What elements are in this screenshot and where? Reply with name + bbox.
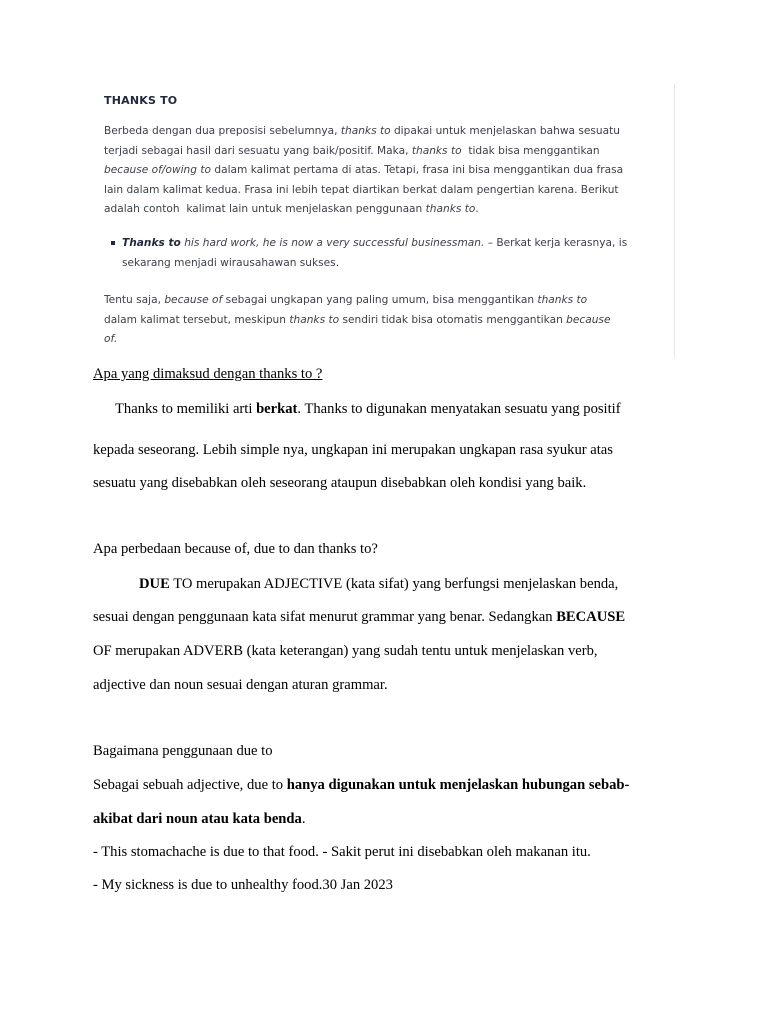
question-2-heading: Apa perbedaan because of, due to dan thanks to? [93, 541, 378, 557]
bullet-square-icon [111, 241, 115, 245]
screenshot-paragraph-1 [104, 122, 664, 220]
p1-line-4: lain dalam kalimat kedua. Frasa ini lebih tepat diartikan berkat dalam pengertian karena. Berikut [104, 183, 619, 196]
answer-1-line-1: Thanks to memiliki arti berkat. Thanks to digunakan menyatakan sesuatu yang positif [115, 401, 621, 417]
screenshot-bullet-item [122, 233, 662, 273]
p1-line-5: adalah contoh kalimat lain untuk menjelaskan penggunaan thanks to. [104, 203, 479, 216]
answer-3-line-1: Sebagai sebuah adjective, due to hanya digunakan untuk menjelaskan hubungan sebab- [93, 777, 630, 793]
p2-line-1: Tentu saja, because of sebagai ungkapan yang paling umum, bisa menggantikan thanks to [104, 294, 588, 306]
bullet-line-1: Thanks to his hard work, he is now a very successful businessman. – Berkat kerja kerasnya, is [122, 237, 628, 249]
question-3-heading: Bagaimana penggunaan due to [93, 743, 273, 759]
answer-3-line-2: akibat dari noun atau kata benda. [93, 811, 306, 827]
question-1-heading: Apa yang dimaksud dengan thanks to ? [93, 366, 323, 382]
p1-line-1: Berbeda dengan dua preposisi sebelumnya, thanks to dipakai untuk menjelaskan bahwa sesuatu [104, 125, 620, 137]
example-1: - This stomachache is due to that food. - Sakit perut ini disebabkan oleh makanan itu. [93, 844, 591, 860]
embedded-screenshot [92, 84, 675, 358]
p1-line-2: terjadi sebagai hasil dari sesuatu yang baik/positif. Maka, thanks to tidak bisa menggantikan [104, 144, 600, 157]
bullet-line-2: sekarang menjadi wirausahawan sukses. [122, 257, 340, 269]
answer-1-line-3: sesuatu yang disebabkan oleh seseorang ataupun disebabkan oleh kondisi yang baik. [93, 475, 587, 491]
screenshot-paragraph-2 [104, 291, 664, 350]
answer-2-line-1: DUE TO merupakan ADJECTIVE (kata sifat) yang berfungsi menjelaskan benda, [139, 576, 619, 592]
p2-line-3: of. [104, 333, 118, 346]
p2-line-2: dalam kalimat tersebut, meskipun thanks to sendiri tidak bisa otomatis menggantikan because [104, 313, 611, 326]
p1-line-3: because of/owing to dalam kalimat pertama di atas. Tetapi, frasa ini bisa menggantikan dua frasa [104, 164, 624, 177]
answer-1-line-2: kepada seseorang. Lebih simple nya, ungkapan ini merupakan ungkapan rasa syukur atas [93, 442, 613, 458]
answer-2-line-2: sesuai dengan penggunaan kata sifat menurut grammar yang benar. Sedangkan BECAUSE [93, 609, 626, 625]
answer-2-line-3: OF merupakan ADVERB (kata keterangan) yang sudah tentu untuk menjelaskan verb, [93, 643, 598, 659]
example-2: - My sickness is due to unhealthy food.30 Jan 2023 [93, 877, 393, 893]
screenshot-heading: THANKS TO [104, 94, 178, 107]
answer-2-line-4: adjective dan noun sesuai dengan aturan grammar. [93, 677, 388, 693]
